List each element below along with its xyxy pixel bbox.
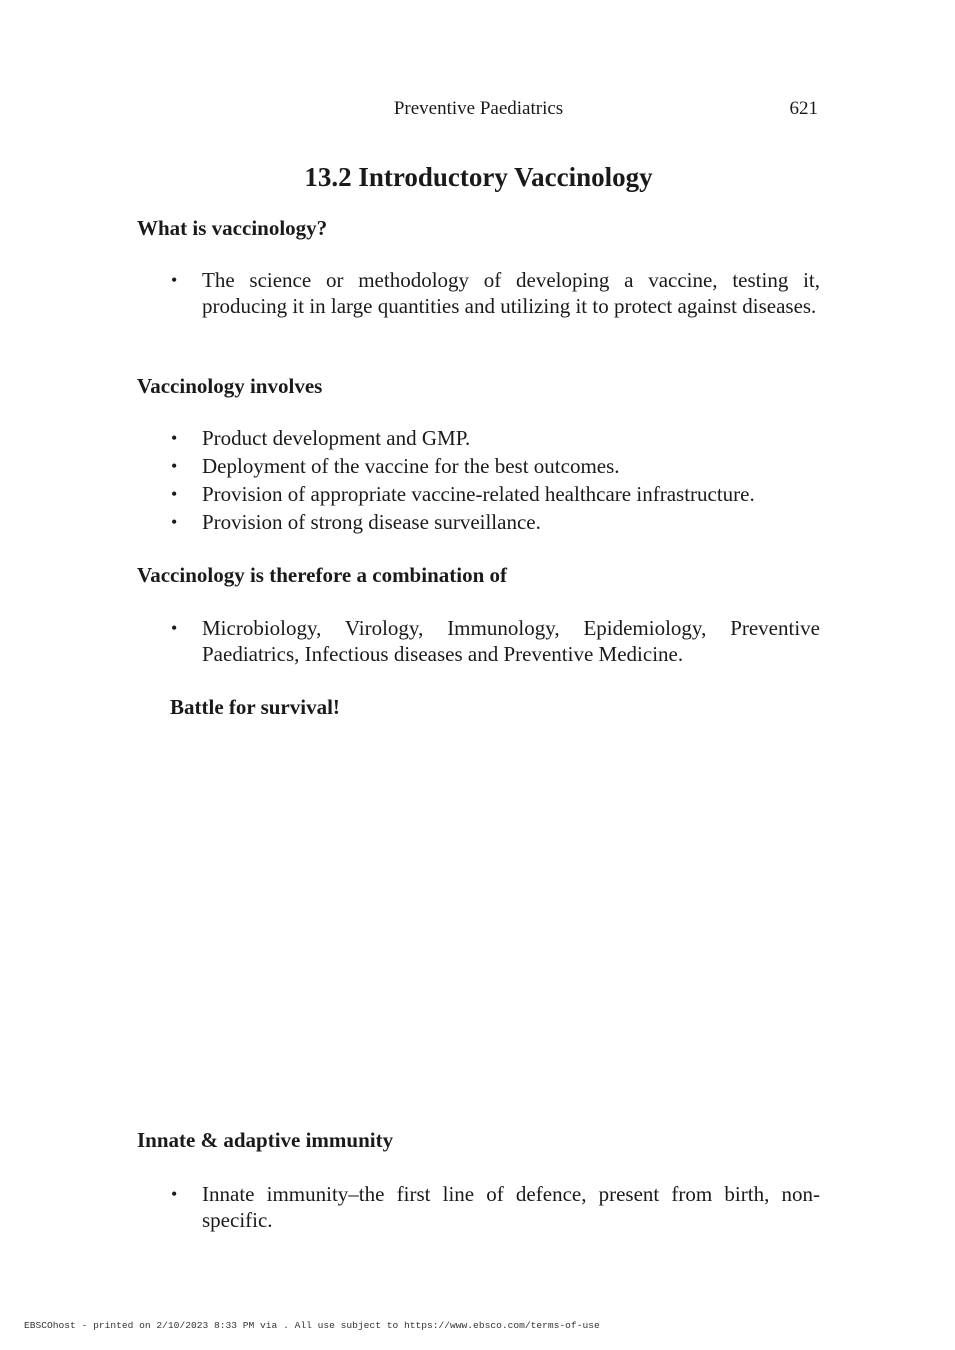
list-item-text: Deployment of the vaccine for the best outcomes. (202, 454, 620, 478)
list-item-text: Innate immunity–the first line of defence, present from birth, non-specific. (202, 1182, 820, 1232)
list-item-text: Product development and GMP. (202, 426, 471, 450)
footer-print-notice: EBSCOhost - printed on 2/10/2023 8:33 PM via . All use subject to https://www.ebsco.com/terms-of-use (24, 1320, 600, 1331)
bullet-list-immunity (137, 1181, 820, 1233)
list-item-text: Provision of appropriate vaccine-related healthcare infrastructure. (202, 482, 755, 506)
bullet-icon: • (171, 270, 178, 290)
list-item (137, 480, 820, 508)
page-number: 621 (789, 98, 818, 119)
heading-combination-of: Vaccinology is therefore a combination of (137, 563, 508, 587)
bullet-icon: • (171, 484, 178, 504)
list-item (137, 615, 820, 667)
list-item-text: The science or methodology of developing a vaccine, testing it, producing it in large quantities and utilizing it to protect against diseases. (202, 268, 820, 318)
bullet-icon: • (171, 428, 178, 448)
heading-innate-adaptive-immunity: Innate & adaptive immunity (137, 1128, 394, 1152)
list-item (137, 452, 820, 480)
bullet-icon: • (171, 1184, 178, 1204)
bullet-list-involves (137, 424, 820, 536)
running-head-title: Preventive Paediatrics (393, 98, 564, 119)
running-head (137, 97, 820, 121)
heading-what-is-vaccinology: What is vaccinology? (137, 216, 328, 240)
list-item (137, 508, 820, 536)
list-item (137, 424, 820, 452)
list-item-text: Provision of strong disease surveillance. (202, 510, 541, 534)
bullet-icon: • (171, 618, 178, 638)
heading-battle-for-survival: Battle for survival! (170, 695, 340, 719)
bullet-icon: • (171, 456, 178, 476)
bullet-list-combination (137, 615, 820, 667)
bullet-list-definition (137, 267, 820, 319)
list-item (137, 1181, 820, 1233)
heading-vaccinology-involves: Vaccinology involves (137, 374, 323, 398)
list-item (137, 267, 820, 319)
section-title: 13.2 Introductory Vaccinology (304, 162, 653, 192)
bullet-icon: • (171, 512, 178, 532)
list-item-text: Microbiology, Virology, Immunology, Epidemiology, Preventive Paediatrics, Infectious diseases and Preventive Medicine. (202, 616, 820, 666)
